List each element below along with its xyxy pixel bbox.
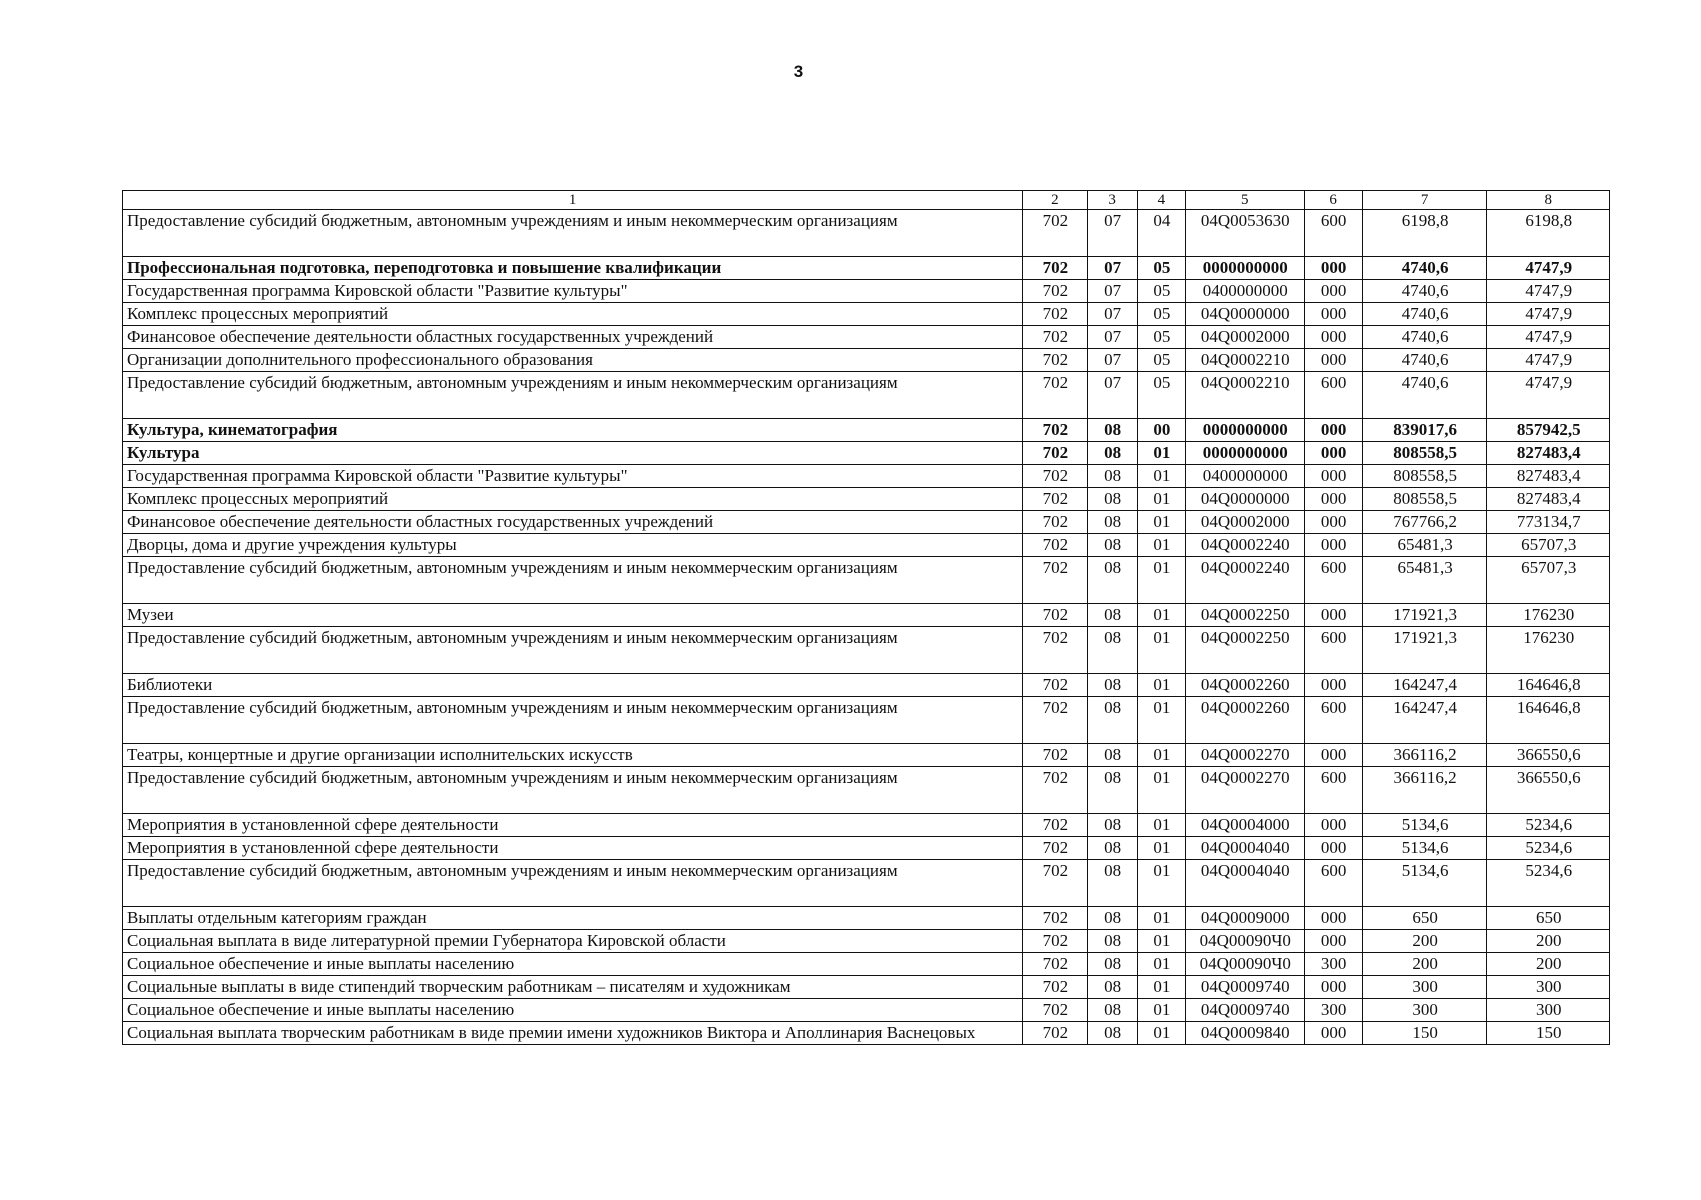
section-code-cell: 08 — [1087, 419, 1137, 442]
target-article-cell: 0400000000 — [1185, 465, 1304, 488]
expense-type-cell: 000 — [1304, 976, 1362, 999]
subsection-code-cell: 01 — [1137, 930, 1185, 953]
table-body — [123, 210, 1610, 1045]
ministry-code-cell: 702 — [1023, 814, 1087, 837]
item-name-cell: Музеи — [123, 604, 1023, 627]
target-article-cell: 04Q0009740 — [1185, 976, 1304, 999]
item-name-cell: Профессиональная подготовка, переподготовка и повышение квалификации — [123, 257, 1023, 280]
amount-year-2-cell: 300 — [1487, 976, 1610, 999]
header-col-7: 7 — [1362, 191, 1487, 210]
section-code-cell: 07 — [1087, 326, 1137, 349]
section-code-cell: 07 — [1087, 280, 1137, 303]
amount-year-2-cell: 827483,4 — [1487, 465, 1610, 488]
amount-year-2-cell: 4747,9 — [1487, 257, 1610, 280]
header-row — [123, 191, 1610, 210]
section-code-cell: 08 — [1087, 488, 1137, 511]
amount-year-1-cell: 65481,3 — [1362, 534, 1487, 557]
ministry-code-cell: 702 — [1023, 1022, 1087, 1045]
amount-year-1-cell: 366116,2 — [1362, 744, 1487, 767]
amount-year-2-cell: 65707,3 — [1487, 534, 1610, 557]
table-row — [123, 674, 1610, 697]
item-name-cell: Финансовое обеспечение деятельности областных государственных учреждений — [123, 511, 1023, 534]
expense-type-cell: 600 — [1304, 627, 1362, 674]
amount-year-2-cell: 65707,3 — [1487, 557, 1610, 604]
item-name-cell: Государственная программа Кировской области "Развитие культуры" — [123, 465, 1023, 488]
header-col-3: 3 — [1087, 191, 1137, 210]
target-article-cell: 04Q0004040 — [1185, 860, 1304, 907]
section-code-cell: 07 — [1087, 349, 1137, 372]
table-row — [123, 999, 1610, 1022]
amount-year-2-cell: 164646,8 — [1487, 697, 1610, 744]
item-name-cell: Социальная выплата творческим работникам в виде премии имени художников Виктора и Аполлинария Васнецовых — [123, 1022, 1023, 1045]
target-article-cell: 0400000000 — [1185, 280, 1304, 303]
ministry-code-cell: 702 — [1023, 349, 1087, 372]
amount-year-1-cell: 4740,6 — [1362, 257, 1487, 280]
table-row — [123, 930, 1610, 953]
item-name-cell: Социальное обеспечение и иные выплаты населению — [123, 999, 1023, 1022]
subsection-code-cell: 01 — [1137, 767, 1185, 814]
ministry-code-cell: 702 — [1023, 860, 1087, 907]
item-name-cell: Предоставление субсидий бюджетным, автономным учреждениям и иным некоммерческим организациям — [123, 860, 1023, 907]
ministry-code-cell: 702 — [1023, 767, 1087, 814]
target-article-cell: 04Q0002210 — [1185, 372, 1304, 419]
amount-year-2-cell: 150 — [1487, 1022, 1610, 1045]
table-row — [123, 372, 1610, 419]
item-name-cell: Выплаты отдельным категориям граждан — [123, 907, 1023, 930]
target-article-cell: 04Q0009000 — [1185, 907, 1304, 930]
amount-year-2-cell: 176230 — [1487, 627, 1610, 674]
amount-year-1-cell: 171921,3 — [1362, 627, 1487, 674]
amount-year-1-cell: 171921,3 — [1362, 604, 1487, 627]
target-article-cell: 04Q0002270 — [1185, 767, 1304, 814]
target-article-cell: 04Q0002240 — [1185, 534, 1304, 557]
section-code-cell: 08 — [1087, 1022, 1137, 1045]
target-article-cell: 04Q0002000 — [1185, 326, 1304, 349]
ministry-code-cell: 702 — [1023, 627, 1087, 674]
amount-year-1-cell: 150 — [1362, 1022, 1487, 1045]
item-name-cell: Культура, кинематография — [123, 419, 1023, 442]
table-row — [123, 442, 1610, 465]
table-row — [123, 511, 1610, 534]
subsection-code-cell: 05 — [1137, 280, 1185, 303]
item-name-cell: Предоставление субсидий бюджетным, автономным учреждениям и иным некоммерческим организациям — [123, 627, 1023, 674]
subsection-code-cell: 01 — [1137, 837, 1185, 860]
section-code-cell: 08 — [1087, 534, 1137, 557]
amount-year-2-cell: 827483,4 — [1487, 442, 1610, 465]
item-name-cell: Мероприятия в установленной сфере деятельности — [123, 837, 1023, 860]
item-name-cell: Дворцы, дома и другие учреждения культуры — [123, 534, 1023, 557]
section-code-cell: 07 — [1087, 303, 1137, 326]
amount-year-2-cell: 4747,9 — [1487, 372, 1610, 419]
subsection-code-cell: 01 — [1137, 488, 1185, 511]
subsection-code-cell: 01 — [1137, 534, 1185, 557]
amount-year-1-cell: 6198,8 — [1362, 210, 1487, 257]
target-article-cell: 0000000000 — [1185, 419, 1304, 442]
amount-year-2-cell: 5234,6 — [1487, 860, 1610, 907]
item-name-cell: Предоставление субсидий бюджетным, автономным учреждениям и иным некоммерческим организациям — [123, 557, 1023, 604]
amount-year-1-cell: 767766,2 — [1362, 511, 1487, 534]
expense-type-cell: 000 — [1304, 303, 1362, 326]
table-row — [123, 534, 1610, 557]
item-name-cell: Предоставление субсидий бюджетным, автономным учреждениям и иным некоммерческим организациям — [123, 210, 1023, 257]
budget-table — [122, 190, 1610, 1045]
section-code-cell: 08 — [1087, 465, 1137, 488]
item-name-cell: Социальные выплаты в виде стипендий творческим работникам – писателям и художникам — [123, 976, 1023, 999]
page-number: 3 — [793, 62, 804, 81]
table-row — [123, 767, 1610, 814]
header-col-5: 5 — [1185, 191, 1304, 210]
ministry-code-cell: 702 — [1023, 488, 1087, 511]
section-code-cell: 08 — [1087, 860, 1137, 907]
ministry-code-cell: 702 — [1023, 674, 1087, 697]
amount-year-2-cell: 300 — [1487, 999, 1610, 1022]
amount-year-2-cell: 200 — [1487, 930, 1610, 953]
expense-type-cell: 000 — [1304, 907, 1362, 930]
expense-type-cell: 000 — [1304, 349, 1362, 372]
section-code-cell: 07 — [1087, 372, 1137, 419]
header-col-2: 2 — [1023, 191, 1087, 210]
subsection-code-cell: 01 — [1137, 907, 1185, 930]
amount-year-2-cell: 650 — [1487, 907, 1610, 930]
expense-type-cell: 000 — [1304, 534, 1362, 557]
item-name-cell: Финансовое обеспечение деятельности областных государственных учреждений — [123, 326, 1023, 349]
amount-year-2-cell: 200 — [1487, 953, 1610, 976]
section-code-cell: 07 — [1087, 210, 1137, 257]
subsection-code-cell: 01 — [1137, 627, 1185, 674]
subsection-code-cell: 01 — [1137, 557, 1185, 604]
target-article-cell: 04Q0004000 — [1185, 814, 1304, 837]
amount-year-1-cell: 4740,6 — [1362, 349, 1487, 372]
amount-year-1-cell: 808558,5 — [1362, 488, 1487, 511]
expense-type-cell: 000 — [1304, 604, 1362, 627]
expense-type-cell: 600 — [1304, 557, 1362, 604]
table-row — [123, 303, 1610, 326]
subsection-code-cell: 05 — [1137, 326, 1185, 349]
amount-year-2-cell: 827483,4 — [1487, 488, 1610, 511]
section-code-cell: 08 — [1087, 999, 1137, 1022]
table-row — [123, 860, 1610, 907]
amount-year-2-cell: 4747,9 — [1487, 280, 1610, 303]
target-article-cell: 0000000000 — [1185, 442, 1304, 465]
ministry-code-cell: 702 — [1023, 210, 1087, 257]
target-article-cell: 04Q00090Ч0 — [1185, 953, 1304, 976]
table-row — [123, 744, 1610, 767]
item-name-cell: Комплекс процессных мероприятий — [123, 303, 1023, 326]
target-article-cell: 04Q0002000 — [1185, 511, 1304, 534]
subsection-code-cell: 05 — [1137, 372, 1185, 419]
section-code-cell: 08 — [1087, 511, 1137, 534]
ministry-code-cell: 702 — [1023, 999, 1087, 1022]
amount-year-1-cell: 300 — [1362, 999, 1487, 1022]
expense-type-cell: 000 — [1304, 280, 1362, 303]
section-code-cell: 08 — [1087, 674, 1137, 697]
item-name-cell: Социальная выплата в виде литературной премии Губернатора Кировской области — [123, 930, 1023, 953]
expense-type-cell: 600 — [1304, 372, 1362, 419]
section-code-cell: 08 — [1087, 930, 1137, 953]
item-name-cell: Предоставление субсидий бюджетным, автономным учреждениям и иным некоммерческим организациям — [123, 697, 1023, 744]
amount-year-2-cell: 6198,8 — [1487, 210, 1610, 257]
amount-year-2-cell: 4747,9 — [1487, 303, 1610, 326]
ministry-code-cell: 702 — [1023, 419, 1087, 442]
expense-type-cell: 000 — [1304, 674, 1362, 697]
expense-type-cell: 300 — [1304, 953, 1362, 976]
table-row — [123, 907, 1610, 930]
amount-year-2-cell: 5234,6 — [1487, 837, 1610, 860]
amount-year-1-cell: 300 — [1362, 976, 1487, 999]
item-name-cell: Предоставление субсидий бюджетным, автономным учреждениям и иным некоммерческим организациям — [123, 372, 1023, 419]
amount-year-1-cell: 366116,2 — [1362, 767, 1487, 814]
expense-type-cell: 000 — [1304, 511, 1362, 534]
expense-type-cell: 000 — [1304, 419, 1362, 442]
ministry-code-cell: 702 — [1023, 697, 1087, 744]
item-name-cell: Библиотеки — [123, 674, 1023, 697]
expense-type-cell: 000 — [1304, 1022, 1362, 1045]
target-article-cell: 04Q0009840 — [1185, 1022, 1304, 1045]
target-article-cell: 04Q0053630 — [1185, 210, 1304, 257]
item-name-cell: Организации дополнительного профессионального образования — [123, 349, 1023, 372]
expense-type-cell: 000 — [1304, 257, 1362, 280]
amount-year-2-cell: 4747,9 — [1487, 326, 1610, 349]
ministry-code-cell: 702 — [1023, 534, 1087, 557]
expense-type-cell: 300 — [1304, 999, 1362, 1022]
ministry-code-cell: 702 — [1023, 557, 1087, 604]
expense-type-cell: 000 — [1304, 744, 1362, 767]
amount-year-1-cell: 650 — [1362, 907, 1487, 930]
item-name-cell: Мероприятия в установленной сфере деятельности — [123, 814, 1023, 837]
header-col-1: 1 — [123, 191, 1023, 210]
expense-type-cell: 600 — [1304, 210, 1362, 257]
target-article-cell: 04Q0002210 — [1185, 349, 1304, 372]
ministry-code-cell: 702 — [1023, 744, 1087, 767]
ministry-code-cell: 702 — [1023, 976, 1087, 999]
section-code-cell: 08 — [1087, 627, 1137, 674]
amount-year-2-cell: 366550,6 — [1487, 744, 1610, 767]
expense-type-cell: 000 — [1304, 814, 1362, 837]
amount-year-2-cell: 857942,5 — [1487, 419, 1610, 442]
table-row — [123, 280, 1610, 303]
ministry-code-cell: 702 — [1023, 953, 1087, 976]
ministry-code-cell: 702 — [1023, 442, 1087, 465]
subsection-code-cell: 01 — [1137, 697, 1185, 744]
subsection-code-cell: 01 — [1137, 442, 1185, 465]
amount-year-1-cell: 839017,6 — [1362, 419, 1487, 442]
section-code-cell: 08 — [1087, 557, 1137, 604]
section-code-cell: 08 — [1087, 976, 1137, 999]
section-code-cell: 08 — [1087, 767, 1137, 814]
subsection-code-cell: 05 — [1137, 349, 1185, 372]
table-row — [123, 814, 1610, 837]
item-name-cell: Комплекс процессных мероприятий — [123, 488, 1023, 511]
section-code-cell: 08 — [1087, 907, 1137, 930]
subsection-code-cell: 05 — [1137, 257, 1185, 280]
ministry-code-cell: 702 — [1023, 326, 1087, 349]
subsection-code-cell: 05 — [1137, 303, 1185, 326]
subsection-code-cell: 01 — [1137, 953, 1185, 976]
amount-year-1-cell: 4740,6 — [1362, 372, 1487, 419]
section-code-cell: 08 — [1087, 814, 1137, 837]
ministry-code-cell: 702 — [1023, 465, 1087, 488]
amount-year-2-cell: 176230 — [1487, 604, 1610, 627]
amount-year-1-cell: 5134,6 — [1362, 860, 1487, 907]
ministry-code-cell: 702 — [1023, 511, 1087, 534]
subsection-code-cell: 01 — [1137, 1022, 1185, 1045]
expense-type-cell: 600 — [1304, 860, 1362, 907]
subsection-code-cell: 01 — [1137, 511, 1185, 534]
ministry-code-cell: 702 — [1023, 372, 1087, 419]
target-article-cell: 04Q0009740 — [1185, 999, 1304, 1022]
target-article-cell: 04Q0004040 — [1185, 837, 1304, 860]
amount-year-1-cell: 5134,6 — [1362, 837, 1487, 860]
expense-type-cell: 000 — [1304, 442, 1362, 465]
ministry-code-cell: 702 — [1023, 837, 1087, 860]
table-row — [123, 419, 1610, 442]
subsection-code-cell: 01 — [1137, 744, 1185, 767]
ministry-code-cell: 702 — [1023, 280, 1087, 303]
table-row — [123, 697, 1610, 744]
table-row — [123, 557, 1610, 604]
table-row — [123, 953, 1610, 976]
table-row — [123, 465, 1610, 488]
table-row — [123, 210, 1610, 257]
amount-year-2-cell: 5234,6 — [1487, 814, 1610, 837]
item-name-cell: Культура — [123, 442, 1023, 465]
target-article-cell: 04Q0002250 — [1185, 627, 1304, 674]
table-row — [123, 604, 1610, 627]
target-article-cell: 04Q0002260 — [1185, 674, 1304, 697]
ministry-code-cell: 702 — [1023, 930, 1087, 953]
amount-year-2-cell: 773134,7 — [1487, 511, 1610, 534]
table-row — [123, 257, 1610, 280]
amount-year-2-cell: 164646,8 — [1487, 674, 1610, 697]
table-row — [123, 326, 1610, 349]
table-row — [123, 627, 1610, 674]
expense-type-cell: 600 — [1304, 767, 1362, 814]
ministry-code-cell: 702 — [1023, 604, 1087, 627]
header-col-4: 4 — [1137, 191, 1185, 210]
table-row — [123, 488, 1610, 511]
amount-year-1-cell: 808558,5 — [1362, 465, 1487, 488]
ministry-code-cell: 702 — [1023, 907, 1087, 930]
expense-type-cell: 600 — [1304, 697, 1362, 744]
subsection-code-cell: 04 — [1137, 210, 1185, 257]
target-article-cell: 0000000000 — [1185, 257, 1304, 280]
expense-type-cell: 000 — [1304, 930, 1362, 953]
target-article-cell: 04Q00090Ч0 — [1185, 930, 1304, 953]
amount-year-1-cell: 808558,5 — [1362, 442, 1487, 465]
table-row — [123, 1022, 1610, 1045]
amount-year-2-cell: 366550,6 — [1487, 767, 1610, 814]
header-col-8: 8 — [1487, 191, 1610, 210]
target-article-cell: 04Q0000000 — [1185, 303, 1304, 326]
subsection-code-cell: 01 — [1137, 465, 1185, 488]
section-code-cell: 08 — [1087, 744, 1137, 767]
subsection-code-cell: 01 — [1137, 976, 1185, 999]
table-row — [123, 976, 1610, 999]
amount-year-1-cell: 200 — [1362, 930, 1487, 953]
subsection-code-cell: 00 — [1137, 419, 1185, 442]
expense-type-cell: 000 — [1304, 837, 1362, 860]
expense-type-cell: 000 — [1304, 465, 1362, 488]
table-row — [123, 349, 1610, 372]
amount-year-2-cell: 4747,9 — [1487, 349, 1610, 372]
section-code-cell: 08 — [1087, 604, 1137, 627]
expense-type-cell: 000 — [1304, 326, 1362, 349]
target-article-cell: 04Q0002270 — [1185, 744, 1304, 767]
subsection-code-cell: 01 — [1137, 674, 1185, 697]
target-article-cell: 04Q0002260 — [1185, 697, 1304, 744]
item-name-cell: Театры, концертные и другие организации исполнительских искусств — [123, 744, 1023, 767]
ministry-code-cell: 702 — [1023, 303, 1087, 326]
item-name-cell: Государственная программа Кировской области "Развитие культуры" — [123, 280, 1023, 303]
subsection-code-cell: 01 — [1137, 860, 1185, 907]
amount-year-1-cell: 164247,4 — [1362, 674, 1487, 697]
target-article-cell: 04Q0002240 — [1185, 557, 1304, 604]
subsection-code-cell: 01 — [1137, 604, 1185, 627]
expense-type-cell: 000 — [1304, 488, 1362, 511]
section-code-cell: 08 — [1087, 837, 1137, 860]
ministry-code-cell: 702 — [1023, 257, 1087, 280]
amount-year-1-cell: 4740,6 — [1362, 326, 1487, 349]
item-name-cell: Предоставление субсидий бюджетным, автономным учреждениям и иным некоммерческим организациям — [123, 767, 1023, 814]
amount-year-1-cell: 65481,3 — [1362, 557, 1487, 604]
section-code-cell: 08 — [1087, 953, 1137, 976]
amount-year-1-cell: 5134,6 — [1362, 814, 1487, 837]
amount-year-1-cell: 4740,6 — [1362, 280, 1487, 303]
section-code-cell: 08 — [1087, 697, 1137, 744]
amount-year-1-cell: 164247,4 — [1362, 697, 1487, 744]
target-article-cell: 04Q0002250 — [1185, 604, 1304, 627]
section-code-cell: 07 — [1087, 257, 1137, 280]
table-row — [123, 837, 1610, 860]
target-article-cell: 04Q0000000 — [1185, 488, 1304, 511]
subsection-code-cell: 01 — [1137, 999, 1185, 1022]
amount-year-1-cell: 4740,6 — [1362, 303, 1487, 326]
header-col-6: 6 — [1304, 191, 1362, 210]
subsection-code-cell: 01 — [1137, 814, 1185, 837]
amount-year-1-cell: 200 — [1362, 953, 1487, 976]
item-name-cell: Социальное обеспечение и иные выплаты населению — [123, 953, 1023, 976]
section-code-cell: 08 — [1087, 442, 1137, 465]
